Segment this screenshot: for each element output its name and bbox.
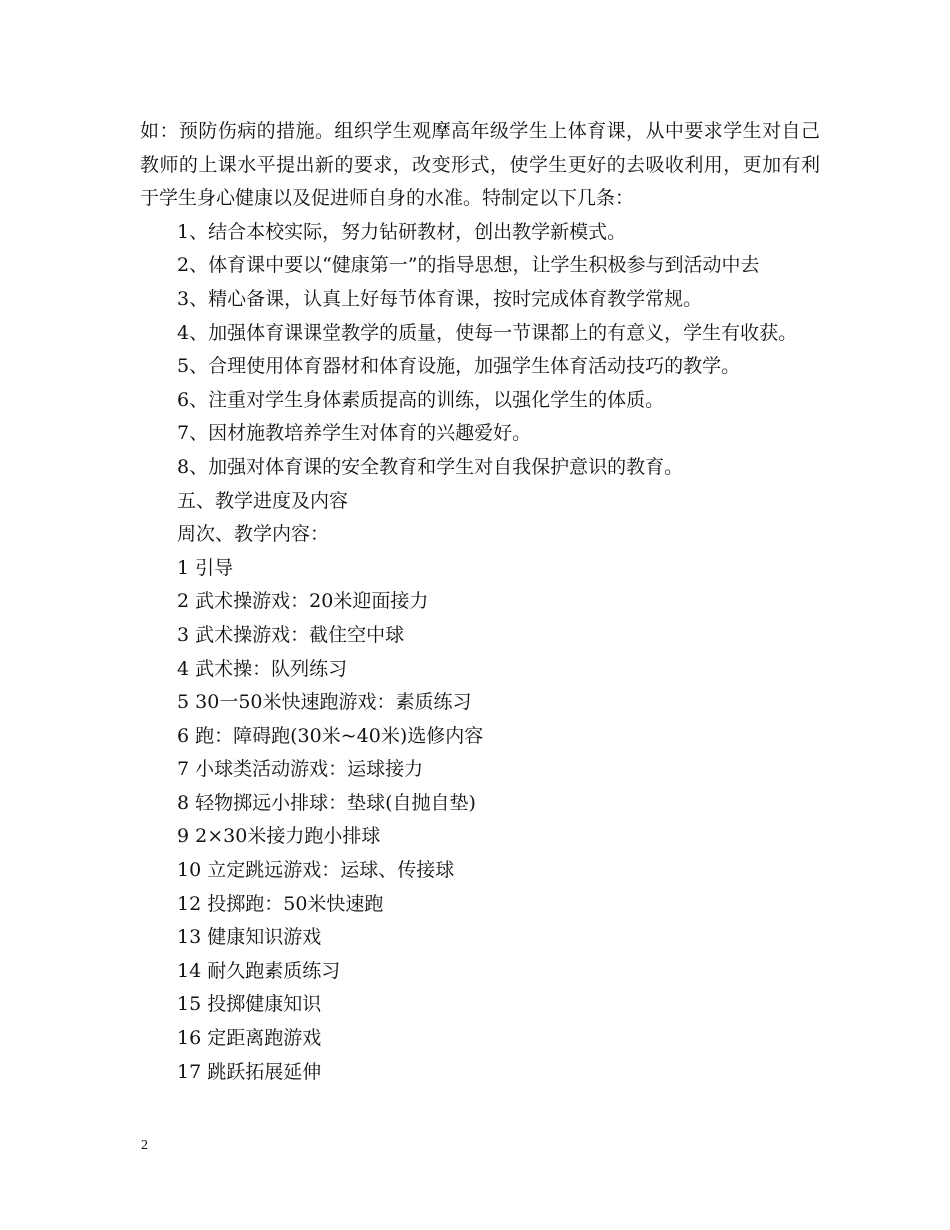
schedule-row xyxy=(140,955,820,989)
week-content: 定距离跑游戏 xyxy=(207,1027,322,1050)
week-content: 武术操游戏：20米迎面接力 xyxy=(195,590,429,613)
document-body xyxy=(140,115,820,1089)
schedule-row xyxy=(140,686,820,720)
week-content: 投掷健康知识 xyxy=(207,993,322,1016)
measure-item: 8、加强对体育课的安全教育和学生对自我保护意识的教育。 xyxy=(177,455,684,478)
schedule-header: 周次、教学内容： xyxy=(177,523,330,546)
week-number: 17 xyxy=(177,1060,202,1083)
schedule-row xyxy=(140,787,820,821)
week-number: 13 xyxy=(177,926,202,949)
week-number: 3 xyxy=(177,623,190,646)
week-number: 1 xyxy=(177,556,190,579)
measure-item: 6、注重对学生身体素质提高的训练，以强化学生的体质。 xyxy=(177,388,665,411)
measure-item: 5、合理使用体育器材和体育设施，加强学生体育活动技巧的教学。 xyxy=(177,355,741,378)
schedule-row xyxy=(140,921,820,955)
schedule-row xyxy=(140,1056,820,1090)
page-number: 2 xyxy=(141,1138,148,1153)
week-content: 30一50米快速跑游戏：素质练习 xyxy=(195,691,472,714)
week-content: 轻物掷远小排球：垫球(自抛自垫) xyxy=(195,791,476,814)
week-number: 16 xyxy=(177,1027,202,1050)
measure-item: 1、结合本校实际，努力钻研教材，创出教学新模式。 xyxy=(177,220,627,243)
schedule-row xyxy=(140,720,820,754)
section-heading: 五、教学进度及内容 xyxy=(177,489,349,512)
week-number: 8 xyxy=(177,791,190,814)
schedule-row xyxy=(140,854,820,888)
week-number: 9 xyxy=(177,825,190,848)
schedule-row xyxy=(140,820,820,854)
week-number: 14 xyxy=(177,959,202,982)
week-number: 7 xyxy=(177,758,190,781)
week-content: 跳跃拓展延伸 xyxy=(207,1060,322,1083)
schedule-row xyxy=(140,1022,820,1056)
week-number: 15 xyxy=(177,993,202,1016)
week-number: 4 xyxy=(177,657,190,680)
week-content: 2×30米接力跑小排球 xyxy=(195,825,381,848)
week-content: 小球类活动游戏：运球接力 xyxy=(195,758,424,781)
intro-paragraph: 如：预防伤病的措施。组织学生观摩高年级学生上体育课，从中要求学生对自己教师的上课水平提出新的要求，改变形式，使学生更好的去吸收利用，更加有利于学生身心健康以及促进师自身的水准。特制定以下几条： xyxy=(140,120,820,210)
schedule-list xyxy=(140,552,820,1090)
week-content: 武术操：队列练习 xyxy=(195,657,348,680)
measure-item: 7、因材施教培养学生对体育的兴趣爱好。 xyxy=(177,422,532,445)
measure-item: 2、体育课中要以“健康第一”的指导思想，让学生积极参与到活动中去 xyxy=(177,254,760,277)
measures-list xyxy=(140,216,820,485)
schedule-row xyxy=(140,988,820,1022)
week-number: 6 xyxy=(177,724,190,747)
week-number: 10 xyxy=(177,859,202,882)
week-content: 武术操游戏：截住空中球 xyxy=(195,623,405,646)
week-content: 投掷跑：50米快速跑 xyxy=(207,892,384,915)
week-content: 立定跳远游戏：运球、传接球 xyxy=(207,859,455,882)
schedule-row xyxy=(140,619,820,653)
week-content: 引导 xyxy=(195,556,234,579)
week-content: 跑：障碍跑(30米~40米)选修内容 xyxy=(195,724,484,747)
measure-item: 3、精心备课，认真上好每节体育课，按时完成体育教学常规。 xyxy=(177,287,703,310)
week-number: 2 xyxy=(177,590,190,613)
schedule-row xyxy=(140,552,820,586)
week-number: 12 xyxy=(177,892,202,915)
week-content: 耐久跑素质练习 xyxy=(207,959,341,982)
schedule-row xyxy=(140,653,820,687)
week-content: 健康知识游戏 xyxy=(207,926,322,949)
week-number: 5 xyxy=(177,691,190,714)
schedule-row xyxy=(140,888,820,922)
schedule-row xyxy=(140,585,820,619)
schedule-row xyxy=(140,753,820,787)
measure-item: 4、加强体育课课堂教学的质量，使每一节课都上的有意义，学生有收获。 xyxy=(177,321,798,344)
